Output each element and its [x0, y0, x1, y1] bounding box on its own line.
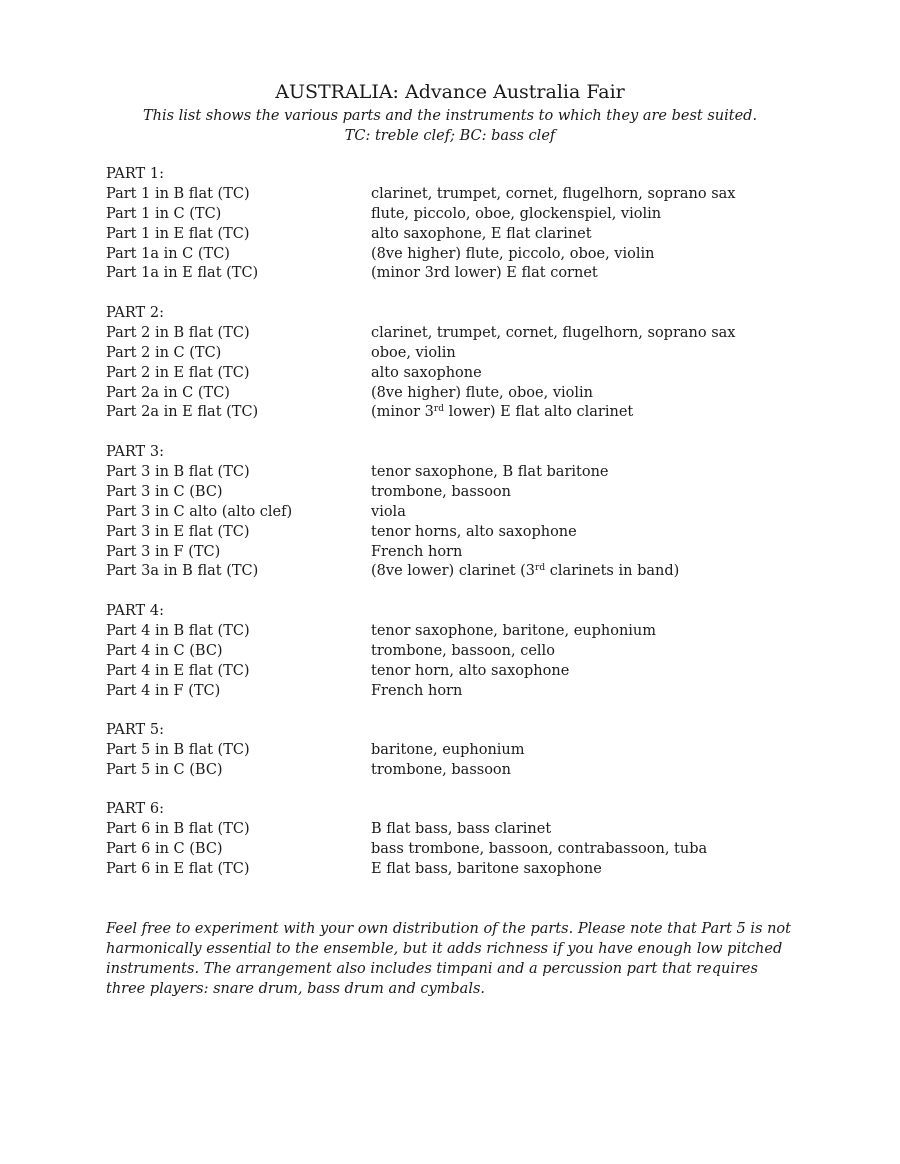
part-row: [106, 840, 806, 860]
ordinal-superscript: rd: [433, 404, 444, 415]
part-section: [106, 800, 806, 880]
part-row: [106, 483, 806, 503]
part-row: [106, 344, 806, 364]
section-heading: [106, 721, 806, 741]
part-row: [106, 245, 806, 265]
part-instruments: clarinet, trumpet, cornet, flugelhorn, soprano sax: [371, 185, 736, 202]
part-row: [106, 205, 806, 225]
part-instruments: flute, piccolo, oboe, glockenspiel, violin: [371, 205, 662, 222]
part-section: [106, 165, 806, 284]
part-row: [106, 562, 806, 582]
section-heading: [106, 304, 806, 324]
part-section: [106, 304, 806, 423]
parts-list: [106, 165, 806, 900]
part-name: Part 4 in F (TC): [106, 682, 221, 699]
part-name: Part 6 in B flat (TC): [106, 821, 250, 838]
part-row: [106, 761, 806, 781]
part-name: Part 4 in E flat (TC): [106, 662, 250, 679]
section-heading-label: PART 5:: [106, 722, 164, 739]
part-name: Part 3 in C alto (alto clef): [106, 503, 293, 520]
part-instruments: viola: [371, 503, 406, 520]
part-name: Part 1 in B flat (TC): [106, 185, 250, 202]
part-name: Part 3 in B flat (TC): [106, 463, 250, 480]
section-heading-label: PART 6:: [106, 801, 164, 818]
instruments-text-pre: (minor 3: [371, 404, 434, 421]
part-instruments: [371, 562, 679, 582]
part-instruments: trombone, bassoon: [371, 761, 511, 778]
part-name: Part 3 in F (TC): [106, 543, 221, 560]
part-instruments: tenor saxophone, baritone, euphonium: [371, 622, 657, 639]
part-row: [106, 543, 806, 563]
part-row: [106, 523, 806, 543]
part-instruments: [371, 403, 633, 423]
ordinal-superscript: rd: [535, 563, 546, 574]
part-instruments: alto saxophone, E flat clarinet: [371, 225, 592, 242]
part-name: Part 4 in B flat (TC): [106, 622, 250, 639]
part-section: [106, 443, 806, 582]
section-heading: [106, 602, 806, 622]
subtitle-description: This list shows the various parts and the instruments to which they are best suited.: [142, 108, 758, 124]
part-instruments: tenor saxophone, B flat baritone: [371, 463, 609, 480]
instruments-text-post: clarinets in band): [545, 563, 680, 580]
part-row: [106, 463, 806, 483]
part-name: Part 6 in C (BC): [106, 841, 223, 858]
part-name: Part 3 in E flat (TC): [106, 523, 250, 540]
part-row: [106, 264, 806, 284]
part-row: [106, 225, 806, 245]
part-row: [106, 384, 806, 404]
part-instruments: tenor horns, alto saxophone: [371, 523, 577, 540]
part-name: Part 5 in C (BC): [106, 761, 223, 778]
part-instruments: baritone, euphonium: [371, 742, 525, 759]
part-instruments: tenor horn, alto saxophone: [371, 662, 570, 679]
part-instruments: trombone, bassoon, cello: [371, 642, 555, 659]
part-name: Part 4 in C (BC): [106, 642, 223, 659]
part-instruments: (8ve higher) flute, oboe, violin: [371, 384, 593, 401]
part-instruments: French horn: [371, 682, 463, 699]
part-row: [106, 364, 806, 384]
part-row: [106, 860, 806, 880]
page-title: AUSTRALIA: Advance Australia Fair: [275, 81, 625, 103]
part-instruments: alto saxophone: [371, 364, 482, 381]
part-instruments: (minor 3rd lower) E flat cornet: [371, 265, 598, 282]
part-name: Part 5 in B flat (TC): [106, 742, 250, 759]
part-instruments: oboe, violin: [371, 344, 456, 361]
part-name: Part 2a in E flat (TC): [106, 404, 259, 421]
section-heading: [106, 165, 806, 185]
part-instruments: trombone, bassoon: [371, 483, 511, 500]
part-row: [106, 622, 806, 642]
part-name: Part 1a in E flat (TC): [106, 265, 259, 282]
part-name: Part 2 in C (TC): [106, 344, 222, 361]
part-name: Part 1 in C (TC): [106, 205, 222, 222]
part-row: [106, 682, 806, 702]
section-heading: [106, 443, 806, 463]
part-name: Part 2 in E flat (TC): [106, 364, 250, 381]
part-row: [106, 503, 806, 523]
part-name: Part 3a in B flat (TC): [106, 563, 259, 580]
part-row: [106, 324, 806, 344]
section-heading-label: PART 2:: [106, 305, 164, 322]
part-row: [106, 185, 806, 205]
section-heading-label: PART 1:: [106, 166, 164, 182]
instruments-text-post: lower) E flat alto clarinet: [443, 404, 634, 421]
part-instruments: (8ve higher) flute, piccolo, oboe, violin: [371, 245, 655, 262]
part-name: Part 2 in B flat (TC): [106, 324, 250, 341]
part-row: [106, 662, 806, 682]
part-row: [106, 741, 806, 761]
part-row: [106, 642, 806, 662]
part-name: Part 6 in E flat (TC): [106, 861, 250, 878]
section-heading-label: PART 4:: [106, 602, 164, 619]
part-name: Part 1a in C (TC): [106, 245, 230, 262]
part-section: [106, 602, 806, 701]
section-heading-label: PART 3:: [106, 444, 164, 461]
part-instruments: clarinet, trumpet, cornet, flugelhorn, soprano sax: [371, 324, 736, 341]
part-instruments: French horn: [371, 543, 463, 560]
subtitle-clef-legend: TC: treble clef; BC: bass clef: [344, 128, 556, 144]
part-instruments: B flat bass, bass clarinet: [371, 821, 552, 838]
part-section: [106, 721, 806, 781]
part-name: Part 3 in C (BC): [106, 483, 223, 500]
part-name: Part 2a in C (TC): [106, 384, 230, 401]
part-instruments: bass trombone, bassoon, contrabassoon, tuba: [371, 841, 708, 858]
footer-note: Feel free to experiment with your own distribution of the parts. Please note that Part 5 is not harmonically essential to the ensemble, but it adds richness if you have enough low pitched instruments. The arrangement also includes timpani and a percussion part that requires three players: snare drum, bass drum and cymbals.: [106, 921, 791, 997]
part-row: [106, 820, 806, 840]
section-heading: [106, 800, 806, 820]
part-instruments: E flat bass, baritone saxophone: [371, 861, 602, 878]
part-name: Part 1 in E flat (TC): [106, 225, 250, 242]
part-row: [106, 403, 806, 423]
instruments-text-pre: (8ve lower) clarinet (3: [371, 563, 536, 580]
